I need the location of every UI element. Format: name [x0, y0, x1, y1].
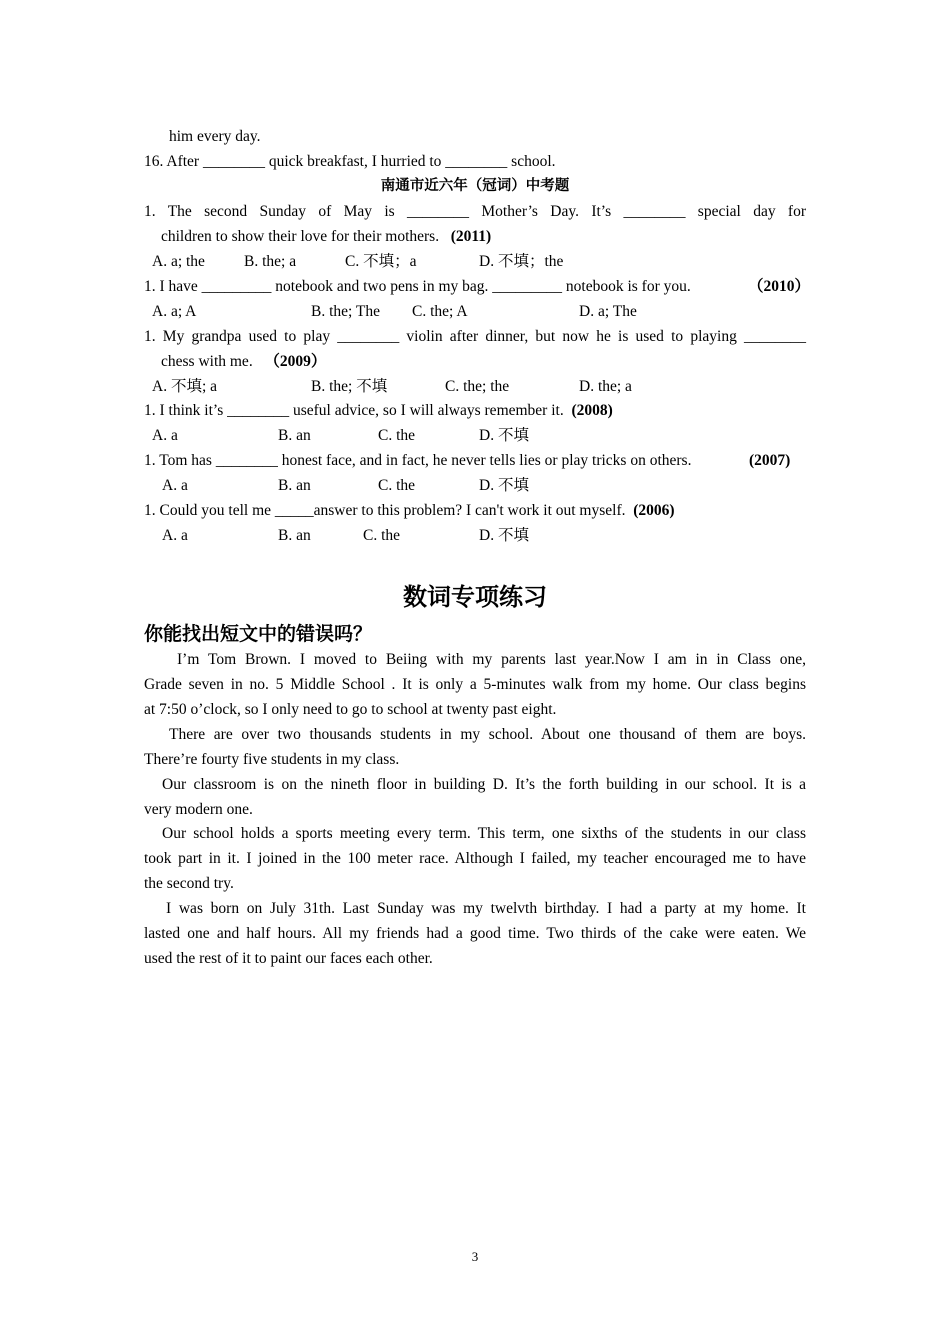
q2010-line1 [144, 274, 806, 299]
q2009-option-a: A. 不填; a [152, 378, 218, 395]
q2010-text: 1. I have _________ notebook and two pens in my bag. _________ notebook is for you. [144, 278, 691, 295]
q15-continuation: him every day. [169, 128, 261, 145]
p5-line3: used the rest of it to paint our faces each other. [144, 950, 433, 967]
q2007-option-b: B. an [278, 477, 311, 494]
q2008-option-a: A. a [152, 427, 178, 444]
q2007-option-d: D. 不填 [479, 477, 529, 494]
p2-line2: There’re fourty five students in my class. [144, 751, 400, 768]
q2007-line1 [144, 448, 806, 473]
section-heading-numerals: 数词专项练习 [403, 583, 547, 611]
q2011-option-a: A. a; the [152, 253, 205, 270]
section-heading-articles: 南通市近六年（冠词）中考题 [380, 178, 570, 194]
p3-line1: Our classroom is on the nineth floor in building D. It’s the forth building in our school. It is a [162, 776, 806, 793]
p2-line1: There are over two thousands students in my school. About one thousand of them are boys. [169, 726, 806, 743]
q2011-option-c: C. 不填；a [345, 253, 417, 270]
q2008-option-c: C. the [378, 427, 416, 444]
q2007-option-a: A. a [162, 477, 188, 494]
page-number: 3 [471, 1249, 479, 1264]
q2011-text: children to show their love for their mothers. [161, 228, 440, 245]
q2010-year: （2010） [748, 278, 811, 295]
p5-line2: lasted one and half hours. All my friends had a good time. Two thirds of the cake were eaten. We [144, 925, 806, 942]
q2009-year: （2009） [264, 353, 327, 370]
question-16: 16. After ________ quick breakfast, I hurried to ________ school. [144, 153, 556, 170]
q2006-line1 [144, 498, 806, 523]
q2006-option-c: C. the [363, 527, 401, 544]
q2009-text: chess with me. [161, 353, 253, 370]
q2007-year: (2007) [749, 452, 791, 469]
p1-line2: Grade seven in no. 5 Middle School . It is only a 5-minutes walk from my home. Our class begins [144, 676, 806, 693]
q2011-line2 [161, 224, 806, 249]
q2006-option-d: D. 不填 [479, 527, 529, 544]
q2008-option-d: D. 不填 [479, 427, 529, 444]
q2006-option-b: B. an [278, 527, 311, 544]
q2009-line1: 1. My grandpa used to play ________ violin after dinner, but now he is used to playing ________ [144, 328, 806, 345]
q2009-line2 [161, 349, 806, 374]
q2011-option-b: B. the; a [244, 253, 297, 270]
q2006-text: 1. Could you tell me _____answer to this problem? I can't work it out myself. [144, 502, 626, 519]
q2010-option-a: A. a; A [152, 303, 197, 320]
q2009-option-b: B. the; 不填 [311, 378, 388, 395]
q2011-year: (2011) [450, 228, 492, 245]
p4-line1: Our school holds a sports meeting every term. This term, one sixths of the students in our class [162, 825, 806, 842]
q2008-option-b: B. an [278, 427, 311, 444]
q2010-option-b: B. the; The [311, 303, 381, 320]
p4-line3: the second try. [144, 875, 234, 892]
q2006-year: (2006) [633, 502, 675, 519]
p1-line3: at 7:50 o’clock, so I only need to go to school at twenty past eight. [144, 701, 557, 718]
p3-line2: very modern one. [144, 801, 253, 818]
q2007-option-c: C. the [378, 477, 416, 494]
q2010-option-c: C. the; A [412, 303, 468, 320]
q2011-option-d: D. 不填；the [479, 253, 564, 270]
q2008-year: (2008) [571, 402, 613, 419]
error-finding-question: 你能找出短文中的错误吗？ [144, 623, 373, 645]
q2007-text: 1. Tom has ________ honest face, and in fact, he never tells lies or play tricks on others. [144, 452, 692, 469]
q2010-option-d: D. a; The [579, 303, 637, 320]
q2008-line1 [144, 398, 806, 423]
q2006-option-a: A. a [162, 527, 188, 544]
p5-line1: I was born on July 31th. Last Sunday was my twelvth birthday. I had a party at my home. It [166, 900, 806, 917]
q2009-option-c: C. the; the [445, 378, 510, 395]
q2008-text: 1. I think it’s ________ useful advice, so I will always remember it. [144, 402, 564, 419]
q2011-line1: 1. The second Sunday of May is ________ Mother’s Day. It’s ________ special day for [144, 203, 806, 220]
p1-line1: I’m Tom Brown. I moved to Beiing with my parents last year.Now I am in in Class one, [177, 651, 806, 668]
q2009-option-d: D. the; a [579, 378, 632, 395]
p4-line2: took part in it. I joined in the 100 meter race. Although I failed, my teacher encouraged me to have [144, 850, 806, 867]
